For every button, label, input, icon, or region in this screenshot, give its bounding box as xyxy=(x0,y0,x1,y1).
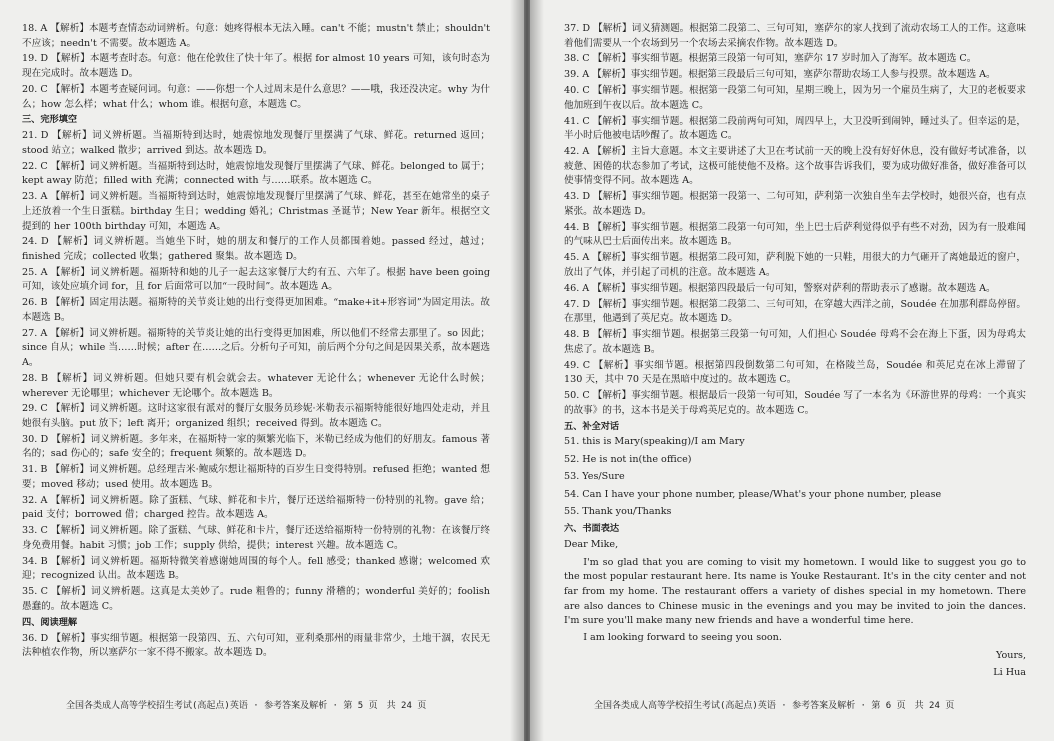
answer-item-34: 34. B 【解析】词义辨析题。福斯特微笑着感谢她周围的每个人。fell 感受；thanked 感谢；welcomed 欢迎；recognized 认出。故本题选 B。 xyxy=(22,555,490,582)
answer-item-42: 42. A 【解析】主旨大意题。本文主要讲述了大卫在考试前一天的晚上没有好好休息，没有做好考试准备，以疲惫、困倦的状态参加了考试，这极可能使他不及格。这个故事告诉我们，要为成功做好准备，做好准备可以使事情变得不同。故本题选 A。 xyxy=(564,146,1026,187)
section-heading-dialogue: 五、补全对话 xyxy=(564,420,620,432)
answer-item-45: 45. A 【解析】事实细节题。根据第二段可知，萨利脱下她的一只鞋，用很大的力气砸开了离她最近的窗户，放出了气体，并引起了司机的注意。故本题选 A。 xyxy=(564,252,1026,278)
section-heading-reading: 四、阅读理解 xyxy=(22,616,78,628)
answer-item-43: 43. D 【解析】事实细节题。根据第一段第一、二句可知，萨利第一次独自坐车去学校时，她很兴奋，也有点紧张。故本题选 D。 xyxy=(564,191,1026,217)
answer-item-27: 27. A 【解析】词义辨析题。福斯特的关节炎让她的出行变得更加困难，所以他们不经常去那里了。so 因此；since 自从；while 当……时候；after 在……之后。分析句子可知，前后两个分句之间是因果关系，故本题选 A。 xyxy=(22,327,490,369)
answer-item-23: 23. A 【解析】词义辨析题。当福斯特到达时，她震惊地发现餐厅里摆满了气球、鲜花，甚至在她常坐的桌子上还放着一个生日蛋糕。birthday 生日；wedding 婚礼；Christmas 圣诞节；New Year 新年。根据空文提到的 her 100th birthday 可知，本题选 A。 xyxy=(22,191,490,232)
answer-item-26: 26. B 【解析】固定用法题。福斯特的关节炎让她的出行变得更加困难。“make+it+形容词”为固定用法。故本题选 B。 xyxy=(22,297,490,323)
left-page-content xyxy=(22,22,490,662)
right-page xyxy=(530,0,1054,741)
answer-item-18: 18. A 【解析】本题考查情态动词辨析。句意：她疼得根本无法入睡。can't 不能；mustn't 禁止；shouldn't 不应该；needn't 不需要。故本题选 A。 xyxy=(22,23,490,49)
answer-item-50: 50. C 【解析】事实细节题。根据最后一段第一句可知，Soudée 写了一本名为《环游世界的母鸡：一个真实的故事》的书，这本书是关于母鸡英尼克的。故本题选 C。 xyxy=(564,390,1026,416)
letter-body: I'm so glad that you are coming to visit my hometown. I would like to suggest you go to the most popular restaurant here. Its name is Youke Restaurant. It's in the city center and not far from my home. The restaurant offers a variety of dishes special in my hometown. There are also dances to Chinese music in the evenings and you may be invited to join the dances. I'm sure you'll make many new friends and have a wonderful time here. xyxy=(564,556,1026,627)
answer-item-44: 44. B 【解析】事实细节题。根据第二段第一句可知，坐上巴士后萨利觉得似乎有些不对劲，因为有一股难闻的气味从巴士后面传出来。故本题选 B。 xyxy=(564,221,1026,248)
answer-item-32: 32. A 【解析】词义辨析题。除了蛋糕、气球、鲜花和卡片，餐厅还送给福斯特一份特别的礼物。gave 给；paid 支付；borrowed 借；charged 控告。故本题选 A。 xyxy=(22,494,490,521)
answer-item-40: 40. C 【解析】事实细节题。根据第一段第二句可知，星期三晚上，因为另一个雇员生病了，大卫的老板要求他加班到午夜以后。故本题选 C。 xyxy=(564,85,1026,111)
left-page xyxy=(0,0,524,741)
answer-item-46: 46. A 【解析】事实细节题。根据第四段最后一句可知，警察对萨利的帮助表示了感谢。故本题选 A。 xyxy=(564,282,996,294)
page-footer-right: 全国各类成人高等学校招生考试(高起点)英语 · 参考答案及解析 · 第 6 页 共 24 页 xyxy=(594,701,955,711)
answer-item-25: 25. A 【解析】词义辨析题。福斯特和她的儿子一起去这家餐厅大约有五、六年了。根据 have been going 可知，该处应填介词 for，且 for 后面常可以加“一段时间”。故本题选 A。 xyxy=(22,266,490,293)
answer-item-39: 39. A 【解析】事实细节题。根据第三段最后三句可知，塞萨尔帮助农场工人参与投票。故本题选 A。 xyxy=(564,69,996,81)
answer-item-51: 51. this is Mary(speaking)/I am Mary xyxy=(564,436,745,448)
answer-item-24: 24. D 【解析】词义辨析题。当她坐下时，她的朋友和餐厅的工作人员都围着她。passed 经过，越过；finished 完成；collected 收集；gathered 聚集。故本题选 D。 xyxy=(22,236,490,262)
answer-item-28: 28. B 【解析】词义辨析题。但她只要有机会就会去。whatever 无论什么；whenever 无论什么时候；wherever 无论哪里；whichever 无论哪个。故本题选 B。 xyxy=(22,372,490,399)
answer-item-35: 35. C 【解析】词义辨析题。这真是太美妙了。rude 粗鲁的；funny 滑稽的；wonderful 美好的；foolish 愚蠢的。故本题选 C。 xyxy=(22,586,490,612)
answer-item-31: 31. B 【解析】词义辨析题。总经理吉米·鲍威尔想让福斯特的百岁生日变得特别。refused 拒绝；wanted 想要；moved 移动；used 使用。故本题选 B。 xyxy=(22,464,490,490)
answer-item-49: 49. C 【解析】事实细节题。根据第四段倒数第二句可知，在格陵兰岛，Soudée 和英尼克在冰上滞留了 130 天，其中 70 天是在黑暗中度过的。故本题选 C。 xyxy=(564,359,1026,386)
letter-closing-line: I am looking forward to seeing you soon. xyxy=(583,632,782,644)
answer-item-21: 21. D 【解析】词义辨析题。当福斯特到达时，她震惊地发现餐厅里摆满了气球、鲜花。returned 返回；stood 站立；walked 散步；arrived 到达。故本题选 D。 xyxy=(22,130,490,156)
answer-item-22: 22. C 【解析】词义辨析题。当福斯特到达时，她震惊地发现餐厅里摆满了气球、鲜花。belonged to 属于；kept away 防范；filled with 充满；connected with 与……联系。故本题选 C。 xyxy=(22,160,490,187)
letter-signoff: Yours, xyxy=(995,649,1026,661)
page-footer-left: 全国各类成人高等学校招生考试(高起点)英语 · 参考答案及解析 · 第 5 页 共 24 页 xyxy=(66,701,427,711)
answer-item-52: 52. He is not in(the office) xyxy=(564,453,692,465)
section-heading-writing: 六、书面表达 xyxy=(564,523,620,535)
answer-item-33: 33. C 【解析】词义辨析题。除了蛋糕、气球、鲜花和卡片，餐厅还送给福斯特一份特别的礼物：在该餐厅终身免费用餐。habit 习惯；job 工作；supply 供给，提供；interest 兴趣。故本题选 C。 xyxy=(22,525,490,551)
answer-item-54: 54. Can I have your phone number, please/What's your phone number, please xyxy=(564,488,942,500)
answer-item-36: 36. D 【解析】事实细节题。根据第一段第四、五、六句可知，亚利桑那州的雨量非常少，土地干涸，农民无法种植农作物，所以塞萨尔一家不得不搬家。故本题选 D。 xyxy=(22,632,490,659)
letter-signature: Li Hua xyxy=(993,667,1026,679)
answer-item-37: 37. D 【解析】词义猜测题。根据第二段第二、三句可知，塞萨尔的家人找到了流动农场工人的工作。这意味着他们需要从一个农场到另一个农场去采摘农作物。故本题选 D。 xyxy=(564,23,1026,49)
answer-item-53: 53. Yes/Sure xyxy=(564,471,625,483)
book-gutter-shadow xyxy=(510,0,544,741)
answer-item-47: 47. D 【解析】事实细节题。根据第二段第二、三句可知，在穿越大西洋之前，Soudée 在加那利群岛停留。在那里，他遇到了英尼克。故本题选 D。 xyxy=(564,298,1026,325)
answer-item-19: 19. D 【解析】本题考查时态。句意：他在伦敦住了快十年了。根据 for almost 10 years 可知，该句时态为现在完成时。故本题选 D。 xyxy=(22,53,490,80)
answer-item-41: 41. C 【解析】事实细节题。根据第二段前两句可知，周四早上，大卫没听到闹钟，睡过头了。但幸运的是，半小时后他被电话吵醒了。故本题选 C。 xyxy=(564,115,1026,142)
answer-item-29: 29. C 【解析】词义辨析题。这时这家很有派对的餐厅女服务员珍妮·米勒表示福斯特能很好地四处走动，并且她很有头脑。put 放下；left 离开；organized 组织；received 得到。故本题选 C。 xyxy=(22,403,490,429)
right-page-content xyxy=(564,22,1026,684)
answer-item-30: 30. D 【解析】词义辨析题。多年来，在福斯特一家的频繁光临下，米勒已经成为他们的好朋友。famous 著名的；sad 伤心的；safe 安全的；frequent 频繁的。故本题选 D。 xyxy=(22,433,490,460)
answer-item-20: 20. C 【解析】本题考查疑问词。句意：——你想一个人过周末是什么意思？——哦，我还没决定。why 为什么；how 怎么样；what 什么；whom 谁。根据句意，本题选 C。 xyxy=(22,83,490,110)
letter-greeting: Dear Mike, xyxy=(564,539,619,551)
answer-item-48: 48. B 【解析】事实细节题。根据第三段第一句可知，人们担心 Soudée 母鸡不会在海上下蛋，因为母鸡太焦虑了。故本题选 B。 xyxy=(564,329,1026,355)
section-heading-cloze: 三、完形填空 xyxy=(22,114,78,126)
answer-item-55: 55. Thank you/Thanks xyxy=(564,506,672,518)
answer-item-38: 38. C 【解析】事实细节题。根据第三段第一句可知，塞萨尔 17 岁时加入了海军。故本题选 C。 xyxy=(564,53,977,65)
